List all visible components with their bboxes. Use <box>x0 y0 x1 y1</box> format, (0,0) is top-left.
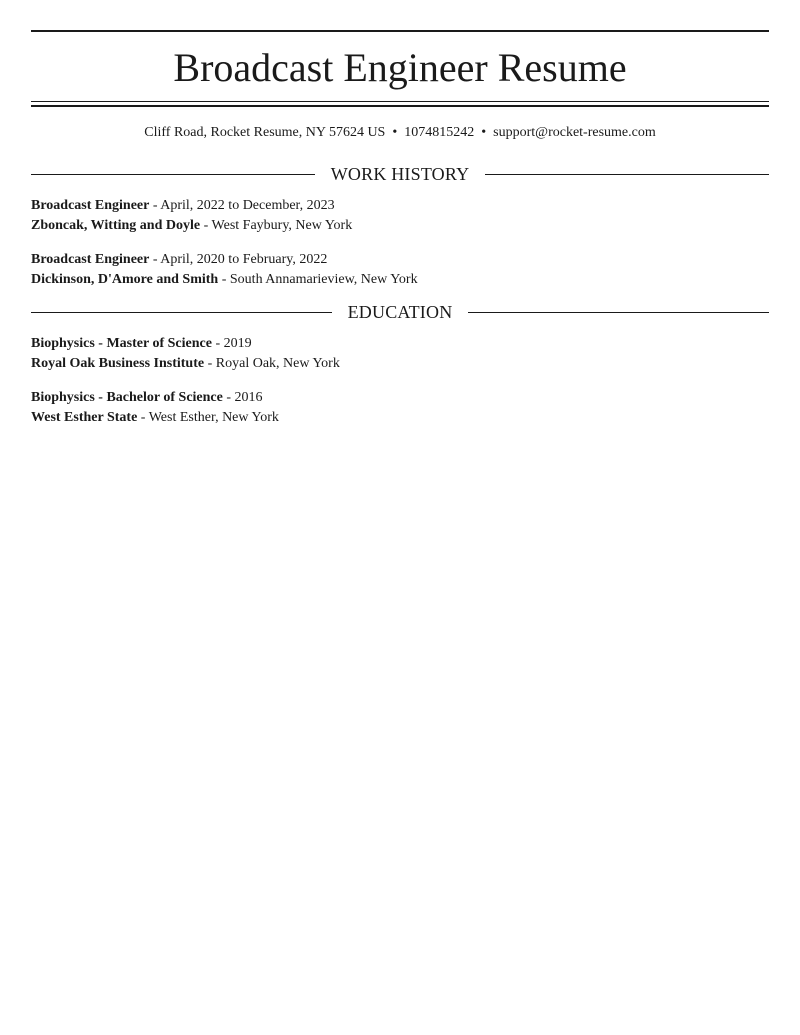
contact-address: Cliff Road, Rocket Resume, NY 57624 US <box>144 125 386 140</box>
contact-phone: 1074815242 <box>404 125 475 140</box>
heading-rule-right <box>468 312 769 313</box>
degree-name: Biophysics - Bachelor of Science <box>31 390 223 405</box>
heading-rule-left <box>31 174 315 175</box>
job-title: Broadcast Engineer <box>31 252 150 267</box>
job-title: Broadcast Engineer <box>31 198 150 213</box>
dash: - <box>137 410 149 425</box>
work-entry <box>31 196 769 236</box>
resume-title: Broadcast Engineer Resume <box>173 45 627 90</box>
top-rule <box>31 30 769 32</box>
employer-name: Zboncak, Witting and Doyle <box>31 218 201 233</box>
heading-rule-left <box>31 312 332 313</box>
work-history-heading <box>31 162 769 186</box>
school-location: West Esther, New York <box>148 410 279 425</box>
dash: - <box>211 336 224 351</box>
work-entry-line-1 <box>31 250 769 270</box>
work-entry-line-2 <box>31 270 769 290</box>
contact-separator: • <box>392 125 398 140</box>
employer-location: West Faybury, New York <box>211 218 353 233</box>
school-location: Royal Oak, New York <box>215 356 340 371</box>
section-title: WORK HISTORY <box>330 164 470 184</box>
work-entry <box>31 250 769 290</box>
section-title: EDUCATION <box>347 302 453 322</box>
education-entry <box>31 388 769 428</box>
dash: - <box>222 390 235 405</box>
work-entry-line-1 <box>31 196 769 216</box>
job-dates: April, 2020 to February, 2022 <box>160 252 328 267</box>
education-entry-line-1 <box>31 388 769 408</box>
graduation-year: 2016 <box>234 390 263 405</box>
dash: - <box>149 198 161 213</box>
title-rule-thin <box>31 101 769 102</box>
dash: - <box>204 356 216 371</box>
school-name: Royal Oak Business Institute <box>31 356 205 371</box>
contact-line <box>31 123 769 143</box>
heading-rule-right <box>485 174 769 175</box>
education-heading <box>31 300 769 324</box>
graduation-year: 2019 <box>223 336 252 351</box>
education-entry <box>31 334 769 374</box>
job-dates: April, 2022 to December, 2023 <box>160 198 335 213</box>
dash: - <box>218 272 230 287</box>
education-entry-line-2 <box>31 354 769 374</box>
dash: - <box>149 252 161 267</box>
school-name: West Esther State <box>31 410 138 425</box>
degree-name: Biophysics - Master of Science <box>31 336 212 351</box>
work-entry-line-2 <box>31 216 769 236</box>
contact-separator: • <box>481 125 487 140</box>
education-entry-line-1 <box>31 334 769 354</box>
education-entry-line-2 <box>31 408 769 428</box>
dash: - <box>200 218 212 233</box>
employer-location: South Annamarieview, New York <box>229 272 418 287</box>
employer-name: Dickinson, D'Amore and Smith <box>31 272 219 287</box>
contact-email: support@rocket-resume.com <box>493 125 656 140</box>
title-rule-thick <box>31 105 769 107</box>
